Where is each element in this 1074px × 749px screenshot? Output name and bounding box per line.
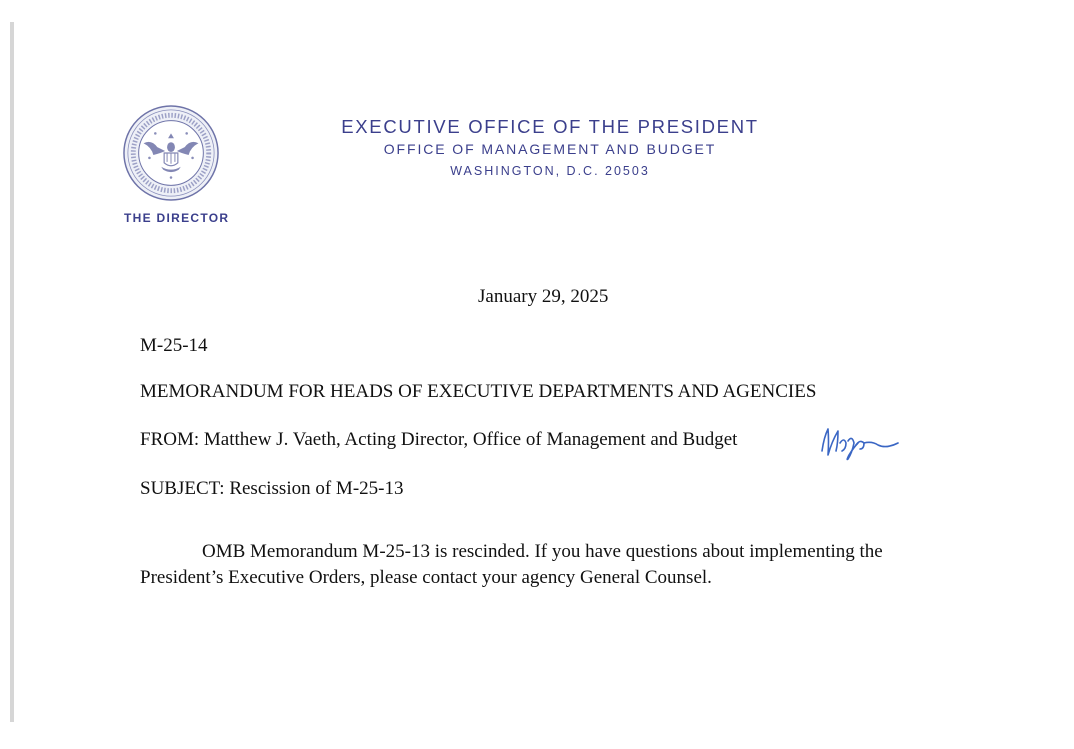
omb-seal-icon bbox=[122, 104, 220, 202]
memo-date: January 29, 2025 bbox=[478, 286, 609, 307]
memo-body-paragraph bbox=[140, 539, 970, 591]
letterhead-address: WASHINGTON, D.C. 20503 bbox=[450, 164, 650, 178]
signature-icon bbox=[816, 421, 904, 465]
letterhead-omb: OFFICE OF MANAGEMENT AND BUDGET bbox=[383, 141, 717, 157]
letterhead-executive-office: EXECUTIVE OFFICE OF THE PRESIDENT bbox=[341, 116, 759, 137]
memo-from-line: FROM: Matthew J. Vaeth, Acting Director, Office of Management and Budget bbox=[140, 429, 738, 450]
memo-subject-line: SUBJECT: Rescission of M-25-13 bbox=[140, 478, 404, 499]
page-edge-rule bbox=[10, 22, 14, 722]
memo-heading: MEMORANDUM FOR HEADS OF EXECUTIVE DEPARTMENTS AND AGENCIES bbox=[140, 381, 817, 402]
director-label: THE DIRECTOR bbox=[124, 211, 230, 225]
memo-number: M-25-14 bbox=[140, 335, 208, 356]
memo-body-text: OMB Memorandum M-25-13 is rescinded. If you have questions about implementing the President’s Executive Orders, please contact your agency General Counsel. bbox=[140, 541, 883, 588]
